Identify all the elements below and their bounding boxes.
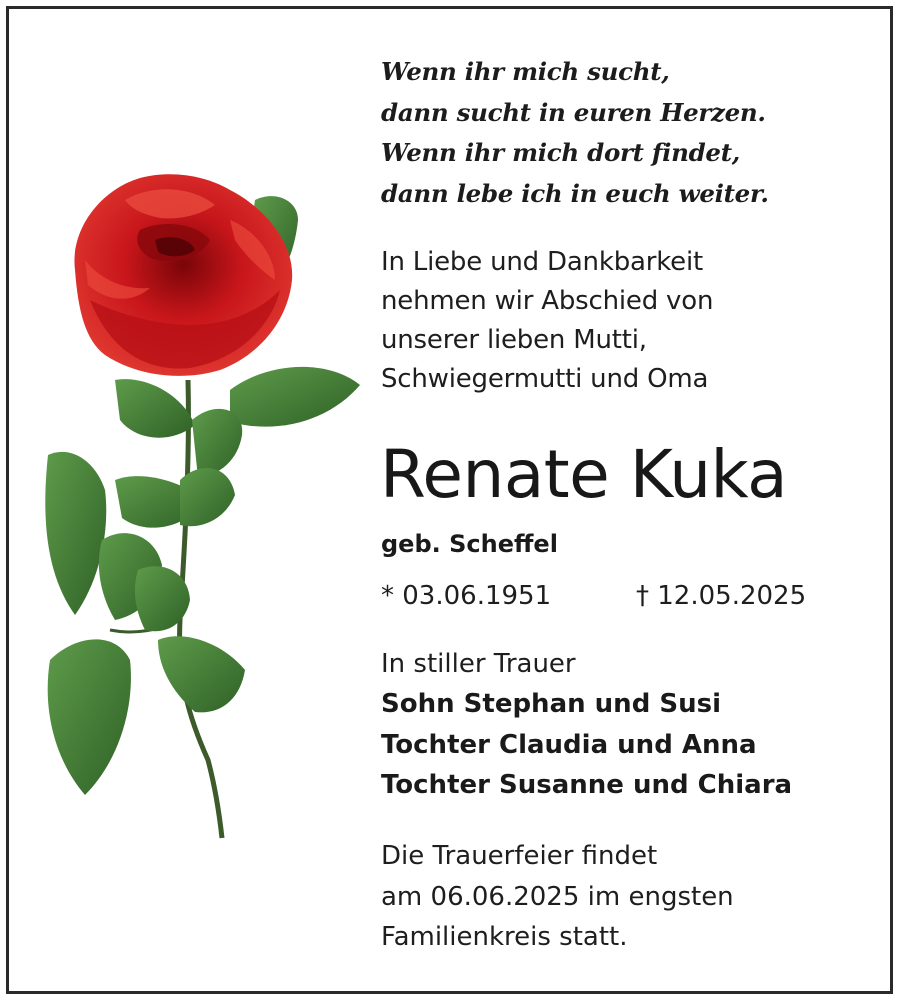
- funeral-line: Familienkreis statt.: [381, 922, 628, 952]
- poem: [381, 52, 769, 214]
- red-rose-icon: [30, 160, 370, 850]
- poem-line: dann sucht in euren Herzen.: [381, 97, 766, 127]
- intro-line: In Liebe und Dankbarkeit: [381, 247, 703, 277]
- deceased-name: Renate Kuka: [380, 436, 788, 513]
- mourners-list: [381, 684, 792, 806]
- farewell-intro: [381, 243, 713, 399]
- poem-line: dann lebe ich in euch weiter.: [381, 178, 769, 208]
- birth-date: * 03.06.1951: [381, 581, 552, 611]
- intro-line: nehmen wir Abschied von: [381, 286, 714, 316]
- poem-line: Wenn ihr mich sucht,: [381, 57, 670, 86]
- intro-line: unserer lieben Mutti,: [381, 325, 647, 355]
- funeral-line: Die Trauerfeier findet: [381, 841, 658, 871]
- funeral-line: am 06.06.2025 im engsten: [381, 881, 734, 912]
- maiden-name: geb. Scheffel: [381, 530, 558, 558]
- mourners-label: In stiller Trauer: [381, 649, 576, 679]
- mourner-name: Tochter Claudia und Anna: [381, 729, 757, 760]
- intro-line: Schwiegermutti und Oma: [381, 364, 709, 394]
- mourner-name: Tochter Susanne und Chiara: [381, 770, 793, 800]
- mourner-name: Sohn Stephan und Susi: [381, 689, 721, 719]
- death-date: † 12.05.2025: [636, 581, 807, 611]
- poem-line: Wenn ihr mich dort findet,: [381, 138, 740, 167]
- funeral-info: [381, 836, 734, 958]
